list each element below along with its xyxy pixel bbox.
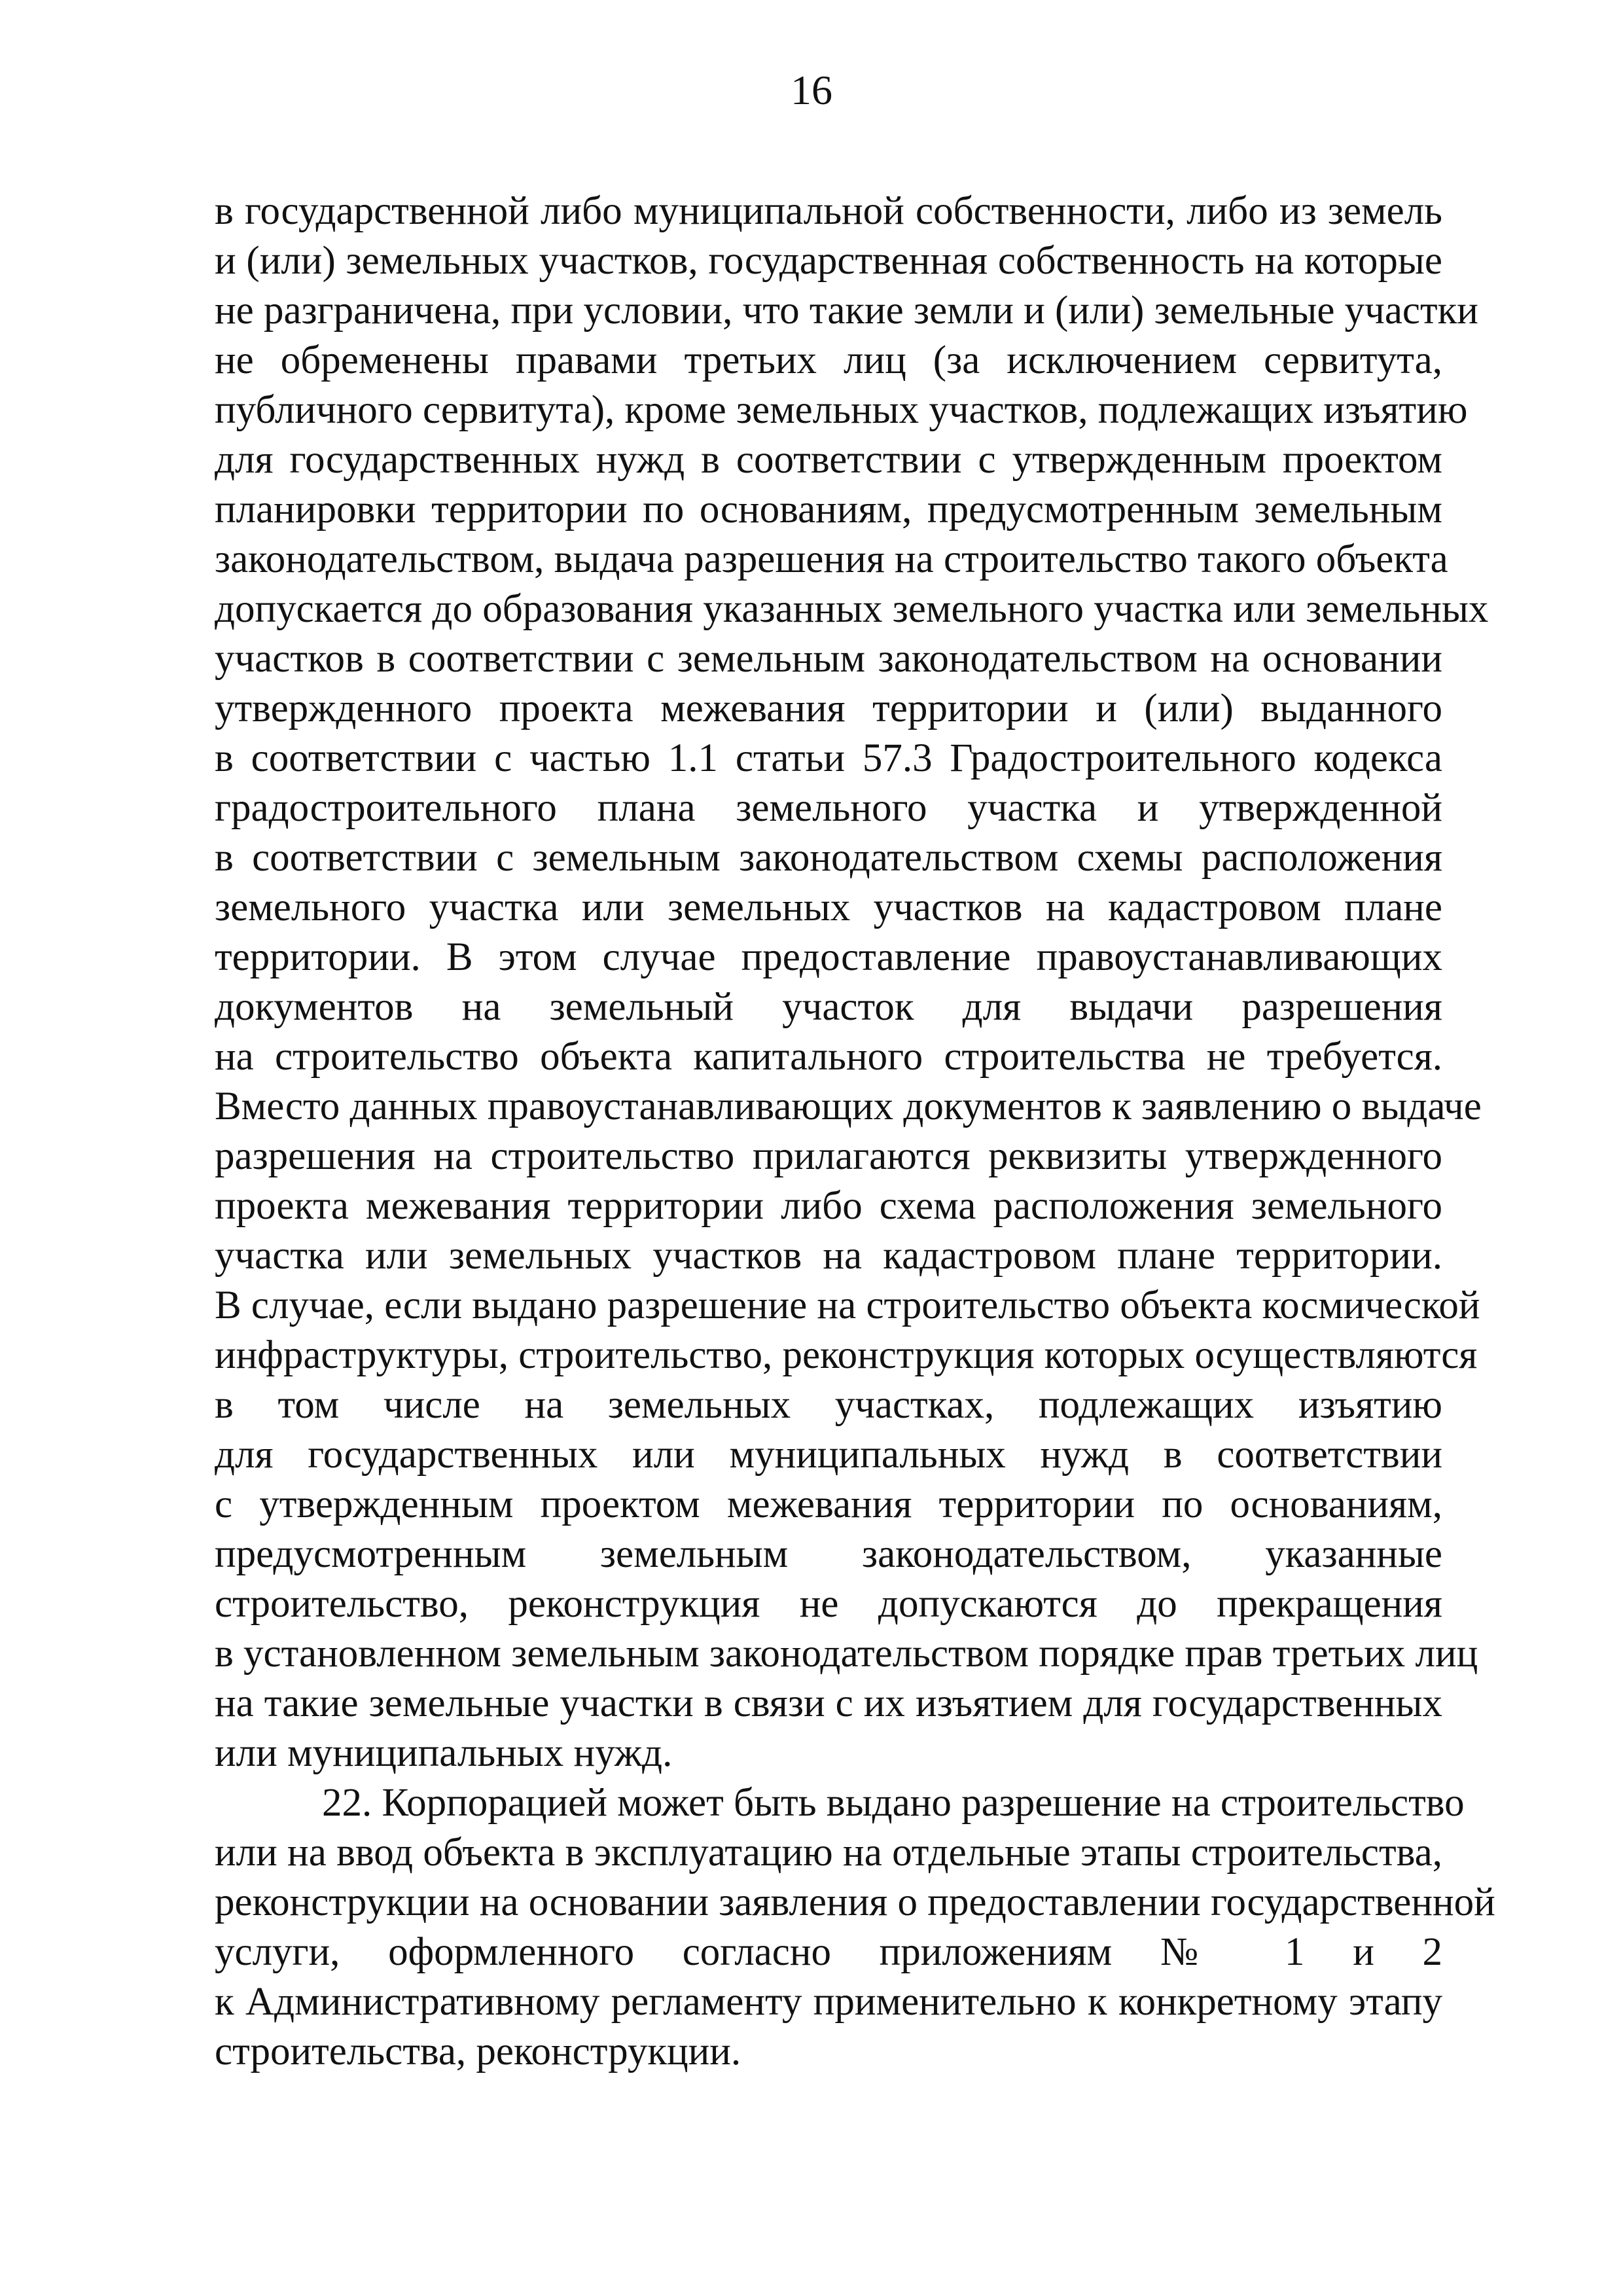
text-line: территории. В этом случае предоставление правоустанавливающих xyxy=(215,935,1442,979)
text-line: для государственных или муниципальных нужд в соответствии xyxy=(215,1433,1442,1477)
text-line: законодательством, выдача разрешения на строительство такого объекта xyxy=(215,537,1448,581)
paragraph-1 xyxy=(215,187,1489,1778)
text-line: В случае, если выдано разрешение на строительство объекта космической xyxy=(215,1283,1480,1327)
text-line: земельного участка или земельных участков на кадастровом плане xyxy=(215,886,1442,929)
text-line: и (или) земельных участков, государственная собственность на которые xyxy=(215,239,1442,283)
text-line: не разграничена, при условии, что такие земли и (или) земельные участки xyxy=(215,289,1478,332)
text-line: в соответствии с земельным законодательством схемы расположения xyxy=(215,836,1442,880)
text-line: инфраструктуры, строительство, реконструкция которых осуществляются xyxy=(215,1333,1478,1377)
text-line: в соответствии с частью 1.1 статьи 57.3 Градостроительного кодекса xyxy=(215,736,1442,780)
text-line: предусмотренным земельным законодательством, указанные xyxy=(215,1532,1442,1576)
text-line: или муниципальных нужд. xyxy=(215,1731,673,1775)
text-line: утвержденного проекта межевания территории и (или) выданного xyxy=(215,687,1442,730)
text-line: документов на земельный участок для выдачи разрешения xyxy=(215,985,1442,1029)
text-line: градостроительного плана земельного участка и утвержденной xyxy=(215,786,1442,830)
text-line: не обременены правами третьих лиц (за исключением сервитута, xyxy=(215,338,1442,382)
text-line: услуги, оформленного согласно приложениям № 1 и 2 xyxy=(215,1930,1442,1974)
text-line: в государственной либо муниципальной собственности, либо из земель xyxy=(215,189,1442,233)
text-line: или на ввод объекта в эксплуатацию на отдельные этапы строительства, xyxy=(215,1831,1442,1874)
text-line: участков в соответствии с земельным законодательством на основании xyxy=(215,637,1442,681)
text-line: разрешения на строительство прилагаются реквизиты утвержденного xyxy=(215,1134,1442,1178)
text-line: с утвержденным проектом межевания территории по основаниям, xyxy=(215,1482,1442,1526)
text-line: для государственных нужд в соответствии с утвержденным проектом xyxy=(215,438,1442,482)
text-line: участка или земельных участков на кадастровом плане территории. xyxy=(215,1234,1442,1278)
paragraph-22 xyxy=(215,1778,1495,2077)
text-line: строительство, реконструкция не допускаются до прекращения xyxy=(215,1582,1442,1626)
text-line: к Административному регламенту применительно к конкретному этапу xyxy=(215,1980,1442,2024)
text-line: строительства, реконструкции. xyxy=(215,2030,741,2073)
text-line: допускается до образования указанных земельного участка или земельных xyxy=(215,587,1489,631)
text-line: 22. Корпорацией может быть выдано разрешение на строительство xyxy=(322,1781,1465,1825)
text-line: в установленном земельным законодательством порядке прав третьих лиц xyxy=(215,1632,1478,1676)
text-line: публичного сервитута), кроме земельных участков, подлежащих изъятию xyxy=(215,388,1468,432)
text-line: планировки территории по основаниям, предусмотренным земельным xyxy=(215,488,1442,531)
text-line: Вместо данных правоустанавливающих документов к заявлению о выдаче xyxy=(215,1085,1482,1128)
page-number: 16 xyxy=(791,67,832,113)
text-line: в том числе на земельных участках, подлежащих изъятию xyxy=(215,1383,1442,1427)
body-text xyxy=(215,187,1495,2077)
text-line: реконструкции на основании заявления о предоставлении государственной xyxy=(215,1880,1495,1924)
text-line: проекта межевания территории либо схема расположения земельного xyxy=(215,1184,1442,1228)
text-line: на строительство объекта капитального строительства не требуется. xyxy=(215,1035,1442,1079)
text-line: на такие земельные участки в связи с их изъятием для государственных xyxy=(215,1681,1442,1725)
